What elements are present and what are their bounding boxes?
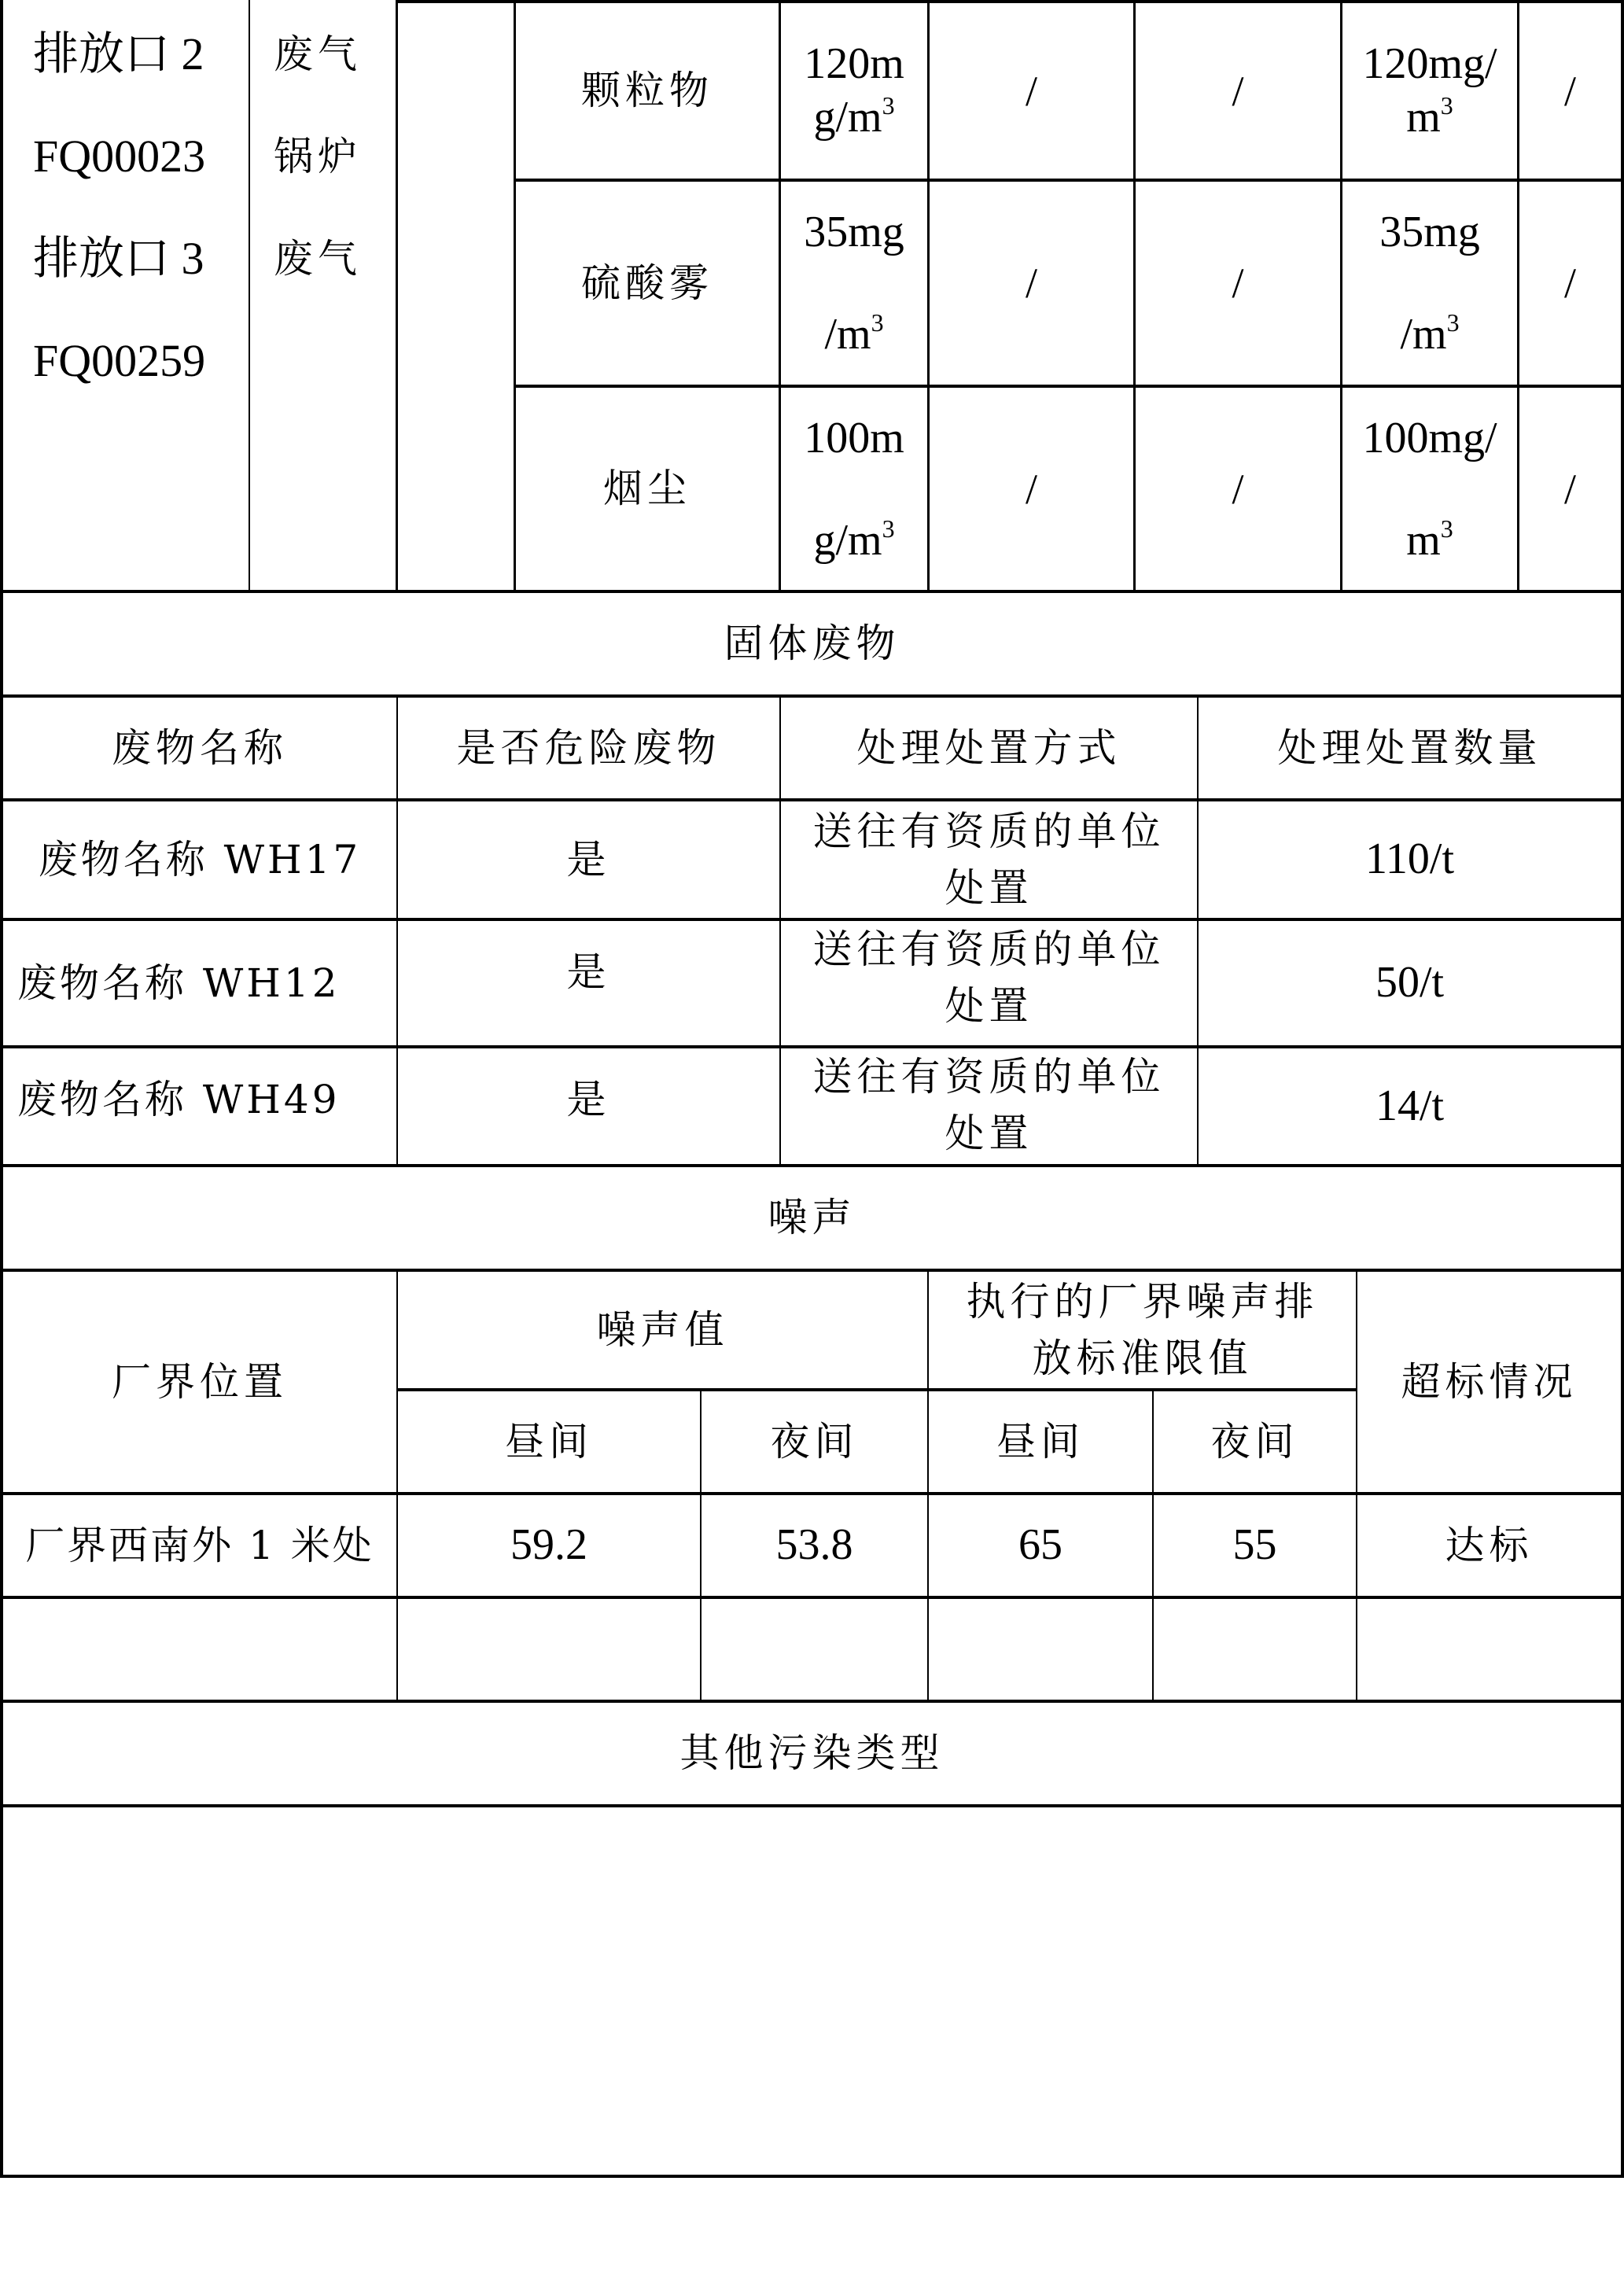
noise-night-cell: 53.8 (775, 1520, 853, 1570)
limit-unit: $/m^3$ (824, 308, 884, 359)
method-line: 送往有资质的单位 (812, 927, 1166, 972)
column-header-night: 夜间 (770, 1418, 859, 1464)
value-cell: / (1025, 67, 1037, 115)
std-night-cell (1154, 1599, 1356, 1700)
table-border-right (1621, 0, 1624, 2178)
limit-text: 120mg/ (1362, 39, 1497, 89)
waste-name-cell: 废物名称 WH17 (38, 836, 362, 882)
limit-text: 120m (804, 39, 904, 89)
outlet-line: FQ00023 (33, 131, 206, 182)
emission-category-cell (274, 3, 392, 310)
column-header-day: 昼间 (505, 1418, 593, 1464)
hazardous-cell: 是 (566, 949, 611, 995)
limit-cell (781, 3, 927, 179)
quantity-cell: 50/t (1375, 958, 1445, 1008)
value-cell: / (1563, 465, 1576, 513)
method-line: 处置 (945, 1111, 1033, 1156)
column-header: 废物名称 (112, 724, 288, 771)
exceed-status-cell: 达标 (1445, 1522, 1534, 1568)
limit-text: 35mg (804, 208, 904, 256)
category-line: 废气 (274, 236, 362, 282)
column-header-std-night: 夜间 (1210, 1418, 1299, 1464)
column-header-standard (929, 1272, 1356, 1388)
value-cell: / (1563, 260, 1576, 307)
value-cell: / (1025, 260, 1037, 307)
value-cell: / (1232, 260, 1244, 307)
limit-unit: $g/m^3$ (813, 514, 895, 565)
std-day-cell (929, 1599, 1152, 1700)
limit-text: 35mg (1379, 208, 1480, 256)
limit-unit: $m^3$ (1406, 514, 1453, 565)
noise-night-cell (702, 1599, 927, 1700)
section-title-other: 其他污染类型 (679, 1730, 945, 1777)
section-title-solid-waste: 固体废物 (724, 621, 900, 667)
other-content-cell (3, 1807, 1621, 2175)
noise-location-cell: 厂界西南外 1 米处 (25, 1522, 374, 1568)
value-cell: / (1025, 465, 1037, 513)
noise-day-cell: 59.2 (510, 1520, 587, 1570)
std-day-cell: 65 (1018, 1520, 1062, 1570)
std-night-cell: 55 (1232, 1520, 1277, 1570)
method-line: 处置 (945, 983, 1033, 1029)
limit-unit: $g/m^3$ (813, 90, 895, 142)
disposal-method-cell (781, 801, 1197, 918)
quantity-cell: 14/t (1375, 1081, 1445, 1130)
outlet-id-cell (33, 3, 245, 412)
outlet-line: 排放口 3 (33, 233, 204, 284)
divider (249, 0, 250, 591)
category-line: 废气 (274, 31, 362, 77)
limit-cell (781, 388, 927, 590)
pollutant-cell: 硫酸雾 (581, 260, 713, 306)
method-line: 处置 (945, 865, 1033, 911)
exceed-status-cell (1357, 1599, 1621, 1700)
column-header-std-day: 昼间 (996, 1418, 1085, 1464)
limit-text: 100m (804, 413, 904, 462)
section-title-noise: 噪声 (768, 1195, 856, 1241)
pollutant-cell: 烟尘 (603, 466, 691, 512)
pollutant-cell: 颗粒物 (581, 68, 713, 114)
disposal-method-cell (781, 1048, 1197, 1164)
method-line: 送往有资质的单位 (812, 1054, 1166, 1100)
limit-cell (1342, 3, 1517, 179)
divider (396, 0, 398, 591)
header-line: 执行的厂界噪声排 (966, 1279, 1319, 1324)
column-header-noise-value: 噪声值 (596, 1306, 729, 1353)
waste-name-cell: 废物名称 WH12 (17, 960, 341, 1006)
limit-unit: $/m^3$ (1400, 308, 1460, 359)
quantity-cell: 110/t (1364, 834, 1455, 884)
value-cell: / (1232, 465, 1244, 513)
outlet-line: FQ00259 (33, 335, 206, 386)
disposal-method-cell (781, 921, 1197, 1045)
waste-name-cell: 废物名称 WH49 (17, 1076, 341, 1122)
noise-location-cell (3, 1599, 396, 1700)
limit-unit: $m^3$ (1406, 90, 1453, 142)
outlet-line: 排放口 2 (33, 28, 204, 79)
hazardous-cell: 是 (566, 1076, 611, 1122)
column-header-location: 厂界位置 (112, 1358, 288, 1405)
hazardous-cell: 是 (566, 836, 611, 882)
limit-cell (1342, 182, 1517, 385)
method-line: 送往有资质的单位 (812, 809, 1166, 854)
value-cell: / (1563, 67, 1576, 115)
table-border-bottom (0, 2175, 1624, 2178)
limit-text: 100mg/ (1362, 413, 1497, 462)
column-header: 处理处置数量 (1277, 724, 1542, 771)
column-header: 是否危险废物 (456, 724, 721, 771)
column-header: 处理处置方式 (856, 724, 1121, 771)
column-header-exceed: 超标情况 (1401, 1358, 1578, 1405)
header-line: 放标准限值 (1032, 1335, 1253, 1381)
limit-cell (1342, 388, 1517, 590)
value-cell: / (1232, 67, 1244, 115)
category-line: 锅炉 (274, 134, 362, 179)
limit-cell (781, 182, 927, 385)
noise-day-cell (398, 1599, 700, 1700)
